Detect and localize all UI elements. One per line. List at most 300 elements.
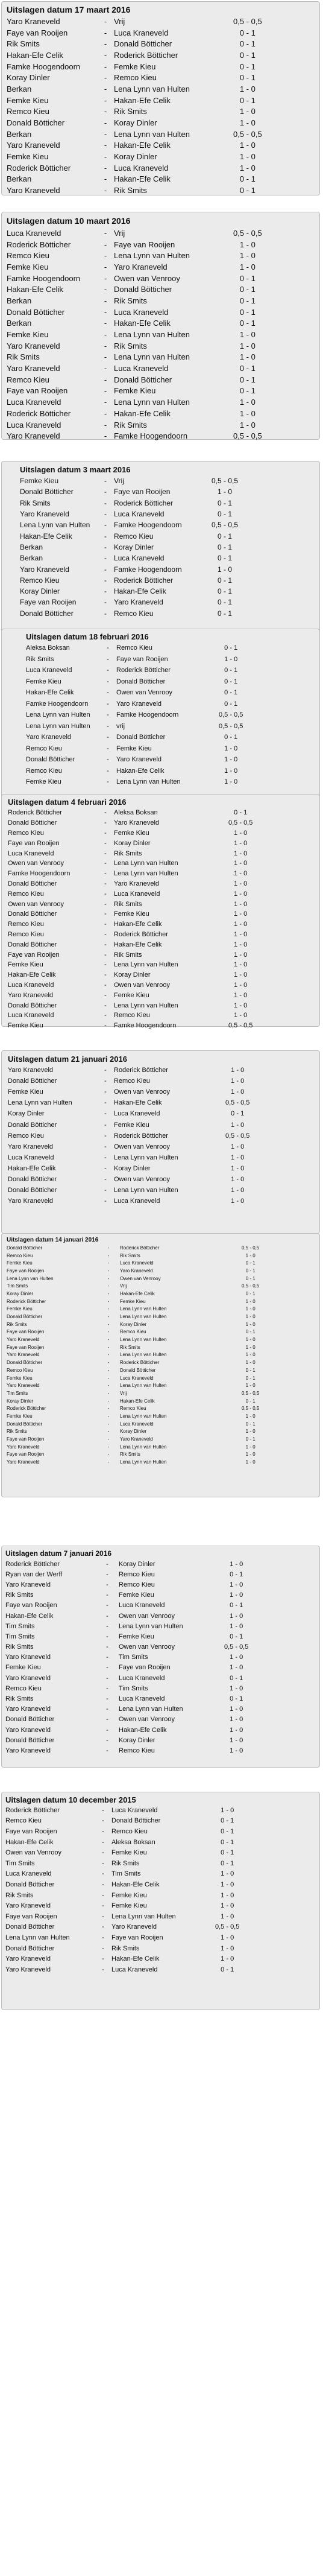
away-player: Hakan-Efe Celik <box>114 587 166 596</box>
away-player: Lena Lynn van Hulten <box>120 1337 167 1343</box>
home-player: Remco Kieu <box>7 375 49 384</box>
home-player: Remco Kieu <box>8 1132 44 1140</box>
home-player: Roderick Bötticher <box>8 809 62 817</box>
match-score: 0,5 - 0,5 <box>212 477 239 486</box>
away-player: Famke Hoogendoorn <box>114 521 182 530</box>
vs-separator: - <box>106 1632 108 1640</box>
match-score: 0,5 - 0,5 <box>242 1406 260 1412</box>
match-score: 1 - 0 <box>230 1664 243 1672</box>
away-player: Roderick Bötticher <box>114 498 174 507</box>
match-row <box>8 899 252 909</box>
match-score: 1 - 0 <box>245 1321 255 1327</box>
match-row <box>7 128 262 140</box>
vs-separator: - <box>104 62 107 71</box>
match-score: 1 - 0 <box>221 1955 234 1963</box>
vs-separator: - <box>107 1436 110 1442</box>
vs-separator: - <box>104 819 107 827</box>
away-player: Tim Smits <box>111 1870 141 1878</box>
vs-separator: - <box>106 1695 108 1703</box>
vs-separator: - <box>104 1088 107 1096</box>
match-score: 0 - 1 <box>239 73 255 83</box>
match-score: 0,5 - 0,5 <box>219 711 243 719</box>
away-player: Remco Kieu <box>120 1329 146 1335</box>
vs-separator: - <box>104 1022 107 1030</box>
match-score: 0,5 - 0,5 <box>233 431 262 441</box>
vs-separator: - <box>107 700 109 708</box>
away-player: Rik Smits <box>120 1252 140 1258</box>
match-row <box>7 318 262 329</box>
match-score: 1 - 0 <box>221 1880 234 1888</box>
match-score: 0 - 1 <box>224 644 238 652</box>
vs-separator: - <box>107 1398 110 1404</box>
vs-separator: - <box>102 1838 104 1846</box>
home-player: Remco Kieu <box>26 767 62 775</box>
vs-separator: - <box>107 1451 110 1458</box>
match-score: 0 - 1 <box>221 1965 234 1973</box>
match-row <box>26 665 243 676</box>
match-row <box>20 498 238 509</box>
away-player: Remco Kieu <box>114 73 157 83</box>
away-player: Hakan-Efe Celik <box>114 1099 162 1107</box>
match-row <box>20 608 238 619</box>
home-player: Berkan <box>20 542 43 551</box>
match-score: 1 - 0 <box>230 1622 243 1630</box>
away-player: Yaro Kraneveld <box>114 598 163 607</box>
match-score: 0 - 1 <box>218 531 233 541</box>
away-player: Lena Lynn van Hulten <box>120 1314 167 1320</box>
match-score: 0 - 1 <box>245 1436 255 1442</box>
match-row <box>5 1745 248 1756</box>
home-player: Hakan-Efe Celik <box>26 689 74 697</box>
vs-separator: - <box>104 829 107 837</box>
match-score: 1 - 0 <box>234 900 248 908</box>
vs-separator: - <box>104 991 107 999</box>
away-player: Remco Kieu <box>119 1570 155 1578</box>
home-player: Yaro Kraneveld <box>7 341 60 351</box>
match-score: 1 - 0 <box>234 1012 248 1020</box>
away-player: Famke Hoogendoorn <box>114 1022 177 1030</box>
match-score: 0 - 1 <box>221 1838 234 1846</box>
match-row <box>8 1097 249 1108</box>
vs-separator: - <box>104 431 107 441</box>
vs-separator: - <box>104 341 107 351</box>
vs-separator: - <box>104 364 107 373</box>
match-row <box>5 1631 248 1642</box>
vs-separator: - <box>104 921 107 928</box>
home-player: Yaro Kraneveld <box>7 16 60 26</box>
vs-separator: - <box>107 1352 110 1358</box>
away-player: Hakan-Efe Celik <box>114 319 171 328</box>
vs-separator: - <box>104 1187 107 1194</box>
match-row <box>7 38 262 49</box>
match-score: 0 - 1 <box>221 1817 234 1825</box>
vs-separator: - <box>104 587 107 596</box>
away-player: Luca Kraneveld <box>119 1674 165 1682</box>
away-player: Femke Kieu <box>120 1298 146 1304</box>
home-player: Femke Kieu <box>7 1413 33 1419</box>
away-player: Luca Kraneveld <box>120 1375 154 1381</box>
home-player: Ryan van der Werff <box>5 1570 63 1578</box>
vs-separator: - <box>106 1746 108 1754</box>
match-row <box>7 1336 259 1344</box>
match-row <box>7 1435 259 1443</box>
match-row <box>5 1579 248 1590</box>
match-row <box>20 486 238 497</box>
match-score: 1 - 0 <box>230 1612 243 1620</box>
away-player: Remco Kieu <box>116 644 152 652</box>
match-row <box>7 1366 259 1374</box>
match-score: 1 - 0 <box>239 352 255 362</box>
match-row <box>7 1282 259 1290</box>
match-score: 1 - 0 <box>230 1591 243 1599</box>
vs-separator: - <box>107 1260 110 1266</box>
home-player: Berkan <box>7 129 32 139</box>
match-row <box>8 1010 252 1021</box>
vs-separator: - <box>104 961 107 969</box>
home-player: Yaro Kraneveld <box>26 734 72 741</box>
home-player: Yaro Kraneveld <box>7 364 60 373</box>
home-player: Remco Kieu <box>5 1817 42 1825</box>
home-player: Hakan-Efe Celik <box>8 971 56 979</box>
match-score: 1 - 0 <box>245 1413 255 1419</box>
vs-separator: - <box>104 174 107 184</box>
home-player: Remco Kieu <box>7 107 49 116</box>
home-player: Donald Bötticher <box>8 1077 57 1085</box>
home-player: Donald Bötticher <box>8 941 57 948</box>
vs-separator: - <box>104 50 107 60</box>
away-player: Luca Kraneveld <box>120 1260 154 1266</box>
match-score: 1 - 0 <box>245 1360 255 1366</box>
vs-separator: - <box>104 296 107 305</box>
home-player: Rik Smits <box>7 1429 27 1435</box>
away-player: Femke Kieu <box>114 386 156 396</box>
away-player: Owen van Venrooy <box>114 1088 170 1096</box>
vs-separator: - <box>104 870 107 878</box>
match-score: 1 - 0 <box>230 1716 243 1724</box>
vs-separator: - <box>104 951 107 959</box>
home-player: Rik Smits <box>5 1891 34 1899</box>
match-row <box>7 1298 259 1305</box>
home-player: Rik Smits <box>5 1643 34 1651</box>
away-player: Remco Kieu <box>114 531 154 541</box>
vs-separator: - <box>107 1406 110 1412</box>
home-player: Roderick Bötticher <box>7 1298 46 1304</box>
away-player: Hakan-Efe Celik <box>120 1398 155 1404</box>
home-player: Donald Bötticher <box>8 1121 57 1129</box>
home-player: Tim Smits <box>5 1622 35 1630</box>
vs-separator: - <box>107 644 109 652</box>
vs-separator: - <box>104 330 107 340</box>
vs-separator: - <box>106 1726 108 1734</box>
vs-separator: - <box>106 1654 108 1661</box>
match-row <box>26 766 243 777</box>
away-player: Hakan-Efe Celik <box>114 941 162 948</box>
away-player: Roderick Bötticher <box>114 50 178 60</box>
home-player: Luca Kraneveld <box>26 667 72 674</box>
home-player: Lena Lynn van Hulten <box>5 1934 70 1941</box>
match-row <box>7 1244 259 1252</box>
away-player: Remco Kieu <box>114 609 154 618</box>
match-row <box>7 1321 259 1328</box>
round-title: Uitslagen datum 10 maart 2016 <box>7 216 131 226</box>
vs-separator: - <box>104 487 107 496</box>
away-player: Koray Dinler <box>120 1321 147 1327</box>
away-player: Tim Smits <box>119 1684 148 1692</box>
home-player: Yaro Kraneveld <box>5 1581 51 1588</box>
away-player: Vrij <box>114 228 125 238</box>
home-player: Famke Hoogendoorn <box>26 700 89 708</box>
match-score: 1 - 0 <box>234 890 248 898</box>
results-table <box>20 475 238 619</box>
match-row <box>5 1879 239 1890</box>
away-player: Femke Kieu <box>114 829 149 837</box>
vs-separator: - <box>106 1674 108 1682</box>
away-player: Owen van Venrooy <box>114 981 170 989</box>
home-player: Yaro Kraneveld <box>8 1067 54 1074</box>
vs-separator: - <box>107 711 109 719</box>
match-row <box>5 1869 239 1880</box>
home-player: Yaro Kraneveld <box>8 1143 54 1150</box>
away-player: Koray Dinler <box>114 839 151 847</box>
home-player: Donald Bötticher <box>20 609 74 618</box>
match-score: 1 - 0 <box>245 1314 255 1320</box>
match-row <box>20 530 238 541</box>
match-score: 0 - 1 <box>224 734 238 741</box>
away-player: Luca Kraneveld <box>120 1421 154 1427</box>
match-score: 0 - 1 <box>239 174 255 184</box>
home-player: Tim Smits <box>7 1390 28 1396</box>
match-row <box>8 919 252 930</box>
home-player: Donald Bötticher <box>8 910 57 918</box>
match-row <box>8 818 252 828</box>
home-player: Faye van Rooijen <box>7 28 68 37</box>
match-score: 1 - 0 <box>231 1153 245 1161</box>
away-player: Hakan-Efe Celik <box>111 1880 160 1888</box>
home-player: Berkan <box>7 174 32 184</box>
home-player: Tim Smits <box>7 1283 28 1289</box>
match-row <box>7 408 262 419</box>
home-player: Koray Dinler <box>7 1290 34 1296</box>
match-score: 0 - 1 <box>224 677 238 685</box>
match-row <box>8 1076 249 1087</box>
match-score: 0 - 1 <box>218 609 233 618</box>
away-player: Rik Smits <box>114 900 142 908</box>
match-row <box>7 1374 259 1382</box>
vs-separator: - <box>107 1344 110 1350</box>
home-player: Donald Bötticher <box>7 1245 43 1251</box>
away-player: Remco Kieu <box>111 1827 148 1835</box>
match-row <box>5 1673 248 1683</box>
home-player: Yaro Kraneveld <box>7 1444 40 1450</box>
away-player: Lena Lynn van Hulten <box>114 129 190 139</box>
vs-separator: - <box>102 1923 104 1931</box>
away-player: Rik Smits <box>111 1944 140 1952</box>
match-score: 0 - 1 <box>218 510 233 519</box>
match-row <box>8 1163 249 1174</box>
vs-separator: - <box>104 565 107 574</box>
match-score: 1 - 0 <box>239 107 255 116</box>
away-player: Lena Lynn van Hulten <box>114 84 190 94</box>
vs-separator: - <box>102 1827 104 1835</box>
vs-separator: - <box>102 1870 104 1878</box>
away-player: Hakan-Efe Celik <box>119 1726 167 1734</box>
match-row <box>20 519 238 530</box>
home-player: Donald Bötticher <box>7 118 65 128</box>
away-player: Hakan-Efe Celik <box>120 1290 155 1296</box>
away-player: Hakan-Efe Celik <box>114 141 171 150</box>
match-row <box>5 1816 239 1827</box>
match-score: 1 - 0 <box>234 930 248 938</box>
vs-separator: - <box>107 1429 110 1435</box>
round-title: Uitslagen datum 7 januari 2016 <box>5 1549 112 1558</box>
match-score: 0 - 1 <box>230 1632 243 1640</box>
vs-separator: - <box>102 1934 104 1941</box>
vs-separator: - <box>106 1581 108 1588</box>
match-row <box>7 151 262 162</box>
match-score: 1 - 0 <box>239 240 255 249</box>
away-player: Faye van Rooijen <box>119 1664 171 1672</box>
away-player: Lena Lynn van Hulten <box>111 1912 176 1920</box>
results-table <box>26 642 243 788</box>
match-score: 0 - 1 <box>239 273 255 283</box>
away-player: Femke Kieu <box>111 1902 147 1910</box>
away-player: Femke Kieu <box>114 1121 149 1129</box>
match-score: 1 - 0 <box>231 1088 245 1096</box>
home-player: Luca Kraneveld <box>7 398 61 407</box>
vs-separator: - <box>106 1643 108 1651</box>
vs-separator: - <box>107 1275 110 1281</box>
match-row <box>8 1108 249 1119</box>
match-row <box>8 1185 249 1196</box>
vs-separator: - <box>107 1298 110 1304</box>
match-row <box>7 385 262 397</box>
match-row <box>8 980 252 991</box>
home-player: Koray Dinler <box>20 587 60 596</box>
match-score: 0 - 1 <box>224 667 238 674</box>
home-player: Hakan-Efe Celik <box>7 285 63 294</box>
match-score: 0 - 1 <box>239 28 255 37</box>
away-player: Yaro Kraneveld <box>114 262 168 271</box>
match-score: 1 - 0 <box>231 1077 245 1085</box>
match-row <box>7 1412 259 1420</box>
home-player: Hakan-Efe Celik <box>7 50 63 60</box>
home-player: Rik Smits <box>5 1695 34 1703</box>
vs-separator: - <box>104 84 107 94</box>
home-player: Femke Kieu <box>20 477 59 486</box>
away-player: Faye van Rooijen <box>111 1934 163 1941</box>
match-score: 0 - 1 <box>230 1695 243 1703</box>
home-player: Faye van Rooijen <box>5 1602 57 1610</box>
match-row <box>5 1590 248 1600</box>
away-player: Roderick Bötticher <box>114 930 168 938</box>
vs-separator: - <box>104 408 107 418</box>
away-player: Lena Lynn van Hulten <box>114 860 178 868</box>
home-player: Remco Kieu <box>7 1252 33 1258</box>
match-score: 0 - 1 <box>230 1674 243 1682</box>
match-score: 1 - 0 <box>230 1705 243 1713</box>
away-player: Femke Kieu <box>119 1591 154 1599</box>
results-table <box>7 1244 259 1466</box>
vs-separator: - <box>104 118 107 128</box>
match-score: 0,5 - 0,5 <box>233 228 262 238</box>
vs-separator: - <box>107 677 109 685</box>
home-player: Faye van Rooijen <box>8 951 60 959</box>
match-score: 1 - 0 <box>218 487 233 496</box>
home-player: Faye van Rooijen <box>8 839 60 847</box>
match-row <box>7 284 262 295</box>
vs-separator: - <box>104 107 107 116</box>
match-row <box>7 1397 259 1405</box>
vs-separator: - <box>106 1591 108 1599</box>
away-player: Hakan-Efe Celik <box>111 1955 160 1963</box>
vs-separator: - <box>106 1664 108 1672</box>
match-row <box>5 1715 248 1725</box>
vs-separator: - <box>104 890 107 898</box>
match-row <box>7 27 262 39</box>
round-section <box>1 629 320 817</box>
home-player: Donald Bötticher <box>7 307 65 317</box>
away-player: Owen van Venrooy <box>119 1612 175 1620</box>
away-player: Rik Smits <box>114 186 147 195</box>
match-row <box>8 1174 249 1185</box>
home-player: Owen van Venrooy <box>5 1849 61 1857</box>
match-row <box>8 848 252 858</box>
match-score: 1 - 0 <box>231 1164 245 1172</box>
match-row <box>8 1152 249 1163</box>
away-player: Rik Smits <box>114 107 147 116</box>
away-player: Koray Dinler <box>119 1736 155 1744</box>
vs-separator: - <box>104 860 107 868</box>
home-player: Yaro Kraneveld <box>5 1902 51 1910</box>
home-player: Remco Kieu <box>20 576 60 585</box>
match-row <box>7 106 262 118</box>
away-player: Koray Dinler <box>114 118 157 128</box>
home-player: Famke Hoogendoorn <box>8 870 71 878</box>
vs-separator: - <box>102 1849 104 1857</box>
home-player: Rik Smits <box>7 352 40 362</box>
home-player: Berkan <box>7 319 32 328</box>
match-row <box>20 563 238 574</box>
away-player: Luca Kraneveld <box>114 1198 160 1205</box>
vs-separator: - <box>104 941 107 948</box>
home-player: Roderick Bötticher <box>7 1406 46 1412</box>
away-player: Rik Smits <box>114 296 147 305</box>
home-player: Yaro Kraneveld <box>5 1674 51 1682</box>
vs-separator: - <box>106 1684 108 1692</box>
away-player: Roderick Bötticher <box>116 667 171 674</box>
home-player: Donald Bötticher <box>8 1175 57 1183</box>
round-title: Uitslagen datum 21 januari 2016 <box>8 1055 127 1064</box>
match-score: 1 - 0 <box>245 1444 255 1450</box>
away-player: Lena Lynn van Hulten <box>114 398 190 407</box>
match-row <box>8 838 252 848</box>
home-player: Famke Hoogendoorn <box>7 62 81 71</box>
away-player: Luca Kraneveld <box>114 307 169 317</box>
away-player: Remco Kieu <box>119 1581 155 1588</box>
match-score: 1 - 0 <box>239 262 255 271</box>
away-player: Yaro Kraneveld <box>120 1267 153 1274</box>
home-player: Luca Kraneveld <box>8 849 54 857</box>
match-row <box>7 1404 259 1412</box>
vs-separator: - <box>107 655 109 663</box>
match-row <box>7 1443 259 1451</box>
match-score: 1 - 0 <box>231 1187 245 1194</box>
match-row <box>8 1119 249 1130</box>
match-score: 1 - 0 <box>245 1451 255 1458</box>
round-section <box>1 461 320 646</box>
away-player: Hakan-Efe Celik <box>114 174 171 184</box>
home-player: Remco Kieu <box>8 890 44 898</box>
